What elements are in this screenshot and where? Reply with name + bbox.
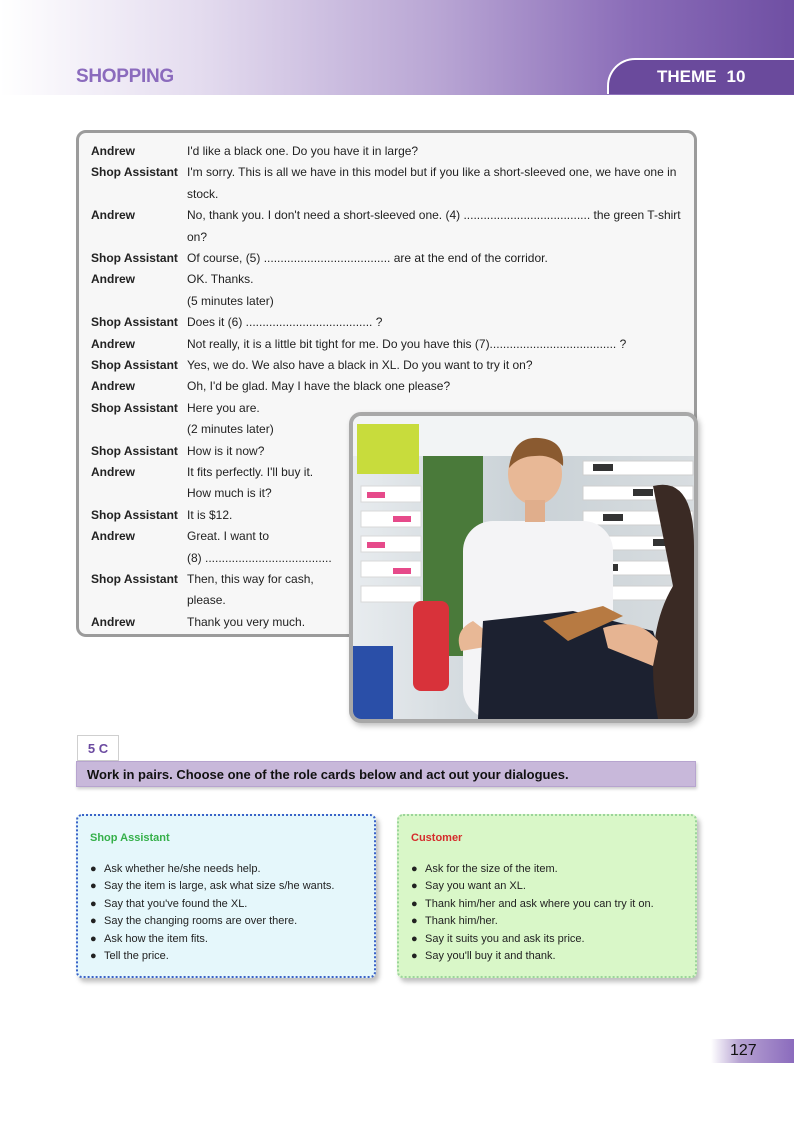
dialogue-text: It fits perfectly. I'll buy it. xyxy=(187,465,314,479)
bullet-icon: ● xyxy=(411,880,418,893)
role-card-customer xyxy=(397,814,697,978)
list-item: ● Ask how the item fits. xyxy=(90,931,335,948)
speaker-name: Shop Assistant xyxy=(91,572,178,586)
dialogue-text: I'd like a black one. Do you have it in large? xyxy=(187,144,419,158)
dialogue-text: stock. xyxy=(187,186,219,201)
theme-label: THEME xyxy=(657,67,717,86)
list-item: ● Tell the price. xyxy=(90,948,335,965)
speaker-name: Shop Assistant xyxy=(91,400,178,415)
dialogue-text: (2 minutes later) xyxy=(187,422,274,437)
bullet-icon: ● xyxy=(90,949,97,962)
dialogue-text: I'm sorry. This is all we have in this model but if you like a short-sleeved one, we have one in xyxy=(187,165,677,180)
section-title: SHOPPING xyxy=(76,66,174,87)
dialogue-text: Of course, (5) ...................................... are at the end of the corridor. xyxy=(187,251,548,265)
list-item: ● Thank him/her. xyxy=(411,913,654,930)
dialogue-text: Does it (6) ...................................... ? xyxy=(187,315,383,330)
dialogue-text: It is $12. xyxy=(187,507,233,522)
dialogue-text: OK. Thanks. xyxy=(187,272,254,287)
dialogue-text: please. xyxy=(187,593,226,608)
speaker-name: Shop Assistant xyxy=(91,251,178,265)
speaker-name: Andrew xyxy=(91,208,136,223)
speaker-name: Andrew xyxy=(91,529,136,544)
dialogue-text: Then, this way for cash, xyxy=(187,572,314,586)
shop-photo xyxy=(349,412,698,723)
dialogue-text: Here you are. xyxy=(187,400,260,415)
dialogue-text: Not really, it is a little bit tight for me. Do you have this (7)...................................... ? xyxy=(187,336,627,351)
speaker-name: Andrew xyxy=(91,614,136,629)
list-item: ● Say you'll buy it and thank. xyxy=(411,948,654,965)
bullet-icon: ● xyxy=(90,897,97,910)
bullet-icon: ● xyxy=(411,915,418,928)
dialogue-text: How is it now? xyxy=(187,443,265,458)
list-item: ● Say you want an XL. xyxy=(411,878,654,895)
speaker-name: Andrew xyxy=(91,465,136,479)
bullet-icon: ● xyxy=(90,880,97,893)
dialogue-text: How much is it? xyxy=(187,486,272,501)
exercise-label: 5 C xyxy=(77,735,119,761)
list-item: ● Say that you've found the XL. xyxy=(90,896,335,913)
bullet-icon: ● xyxy=(411,897,418,910)
dialogue-text: Thank you very much. xyxy=(187,614,306,629)
dialogue-text: (5 minutes later) xyxy=(187,293,274,308)
list-item: ● Thank him/her and ask where you can try it on. xyxy=(411,896,654,913)
role-card-list xyxy=(411,861,654,965)
page-number: 127 xyxy=(711,1039,794,1063)
exercise-instruction: Work in pairs. Choose one of the role cards below and act out your dialogues. xyxy=(76,761,696,787)
bullet-icon: ● xyxy=(90,863,97,875)
theme-number: 10 xyxy=(726,67,746,86)
role-card-title: Customer xyxy=(411,832,463,844)
dialogue-text: No, thank you. I don't need a short-sleeved one. (4) ...................................... the green T-shirt xyxy=(187,208,681,223)
theme-tab xyxy=(607,58,794,94)
speaker-name: Shop Assistant xyxy=(91,507,178,522)
speaker-name: Andrew xyxy=(91,379,136,394)
speaker-name: Andrew xyxy=(91,144,136,158)
bullet-icon: ● xyxy=(90,932,97,945)
role-card-title: Shop Assistant xyxy=(90,832,170,844)
bullet-icon: ● xyxy=(411,863,418,875)
list-item: ● Say the changing rooms are over there. xyxy=(90,913,335,930)
speaker-name: Shop Assistant xyxy=(91,315,178,330)
dialogue-text: on? xyxy=(187,229,208,244)
role-card-shop-assistant xyxy=(76,814,376,978)
bullet-icon: ● xyxy=(90,915,97,928)
dialogue-text: (8) ...................................... xyxy=(187,550,332,565)
speaker-name: Shop Assistant xyxy=(91,358,178,372)
speaker-name: Andrew xyxy=(91,336,136,351)
dialogue-text: Yes, we do. We also have a black in XL. Do you want to try it on? xyxy=(187,358,533,372)
role-card-list xyxy=(90,861,335,965)
list-item: ● Ask for the size of the item. xyxy=(411,861,654,878)
bullet-icon: ● xyxy=(411,932,418,945)
dialogue-text: Oh, I'd be glad. May I have the black one please? xyxy=(187,379,451,394)
speaker-name: Andrew xyxy=(91,272,136,287)
list-item: ● Say the item is large, ask what size s/he wants. xyxy=(90,878,335,895)
list-item: ● Say it suits you and ask its price. xyxy=(411,931,654,948)
speaker-name: Shop Assistant xyxy=(91,443,178,458)
dialogue-text: Great. I want to xyxy=(187,529,270,544)
list-item: ● Ask whether he/she needs help. xyxy=(90,861,335,878)
bullet-icon: ● xyxy=(411,949,418,962)
speaker-name: Shop Assistant xyxy=(91,165,178,180)
